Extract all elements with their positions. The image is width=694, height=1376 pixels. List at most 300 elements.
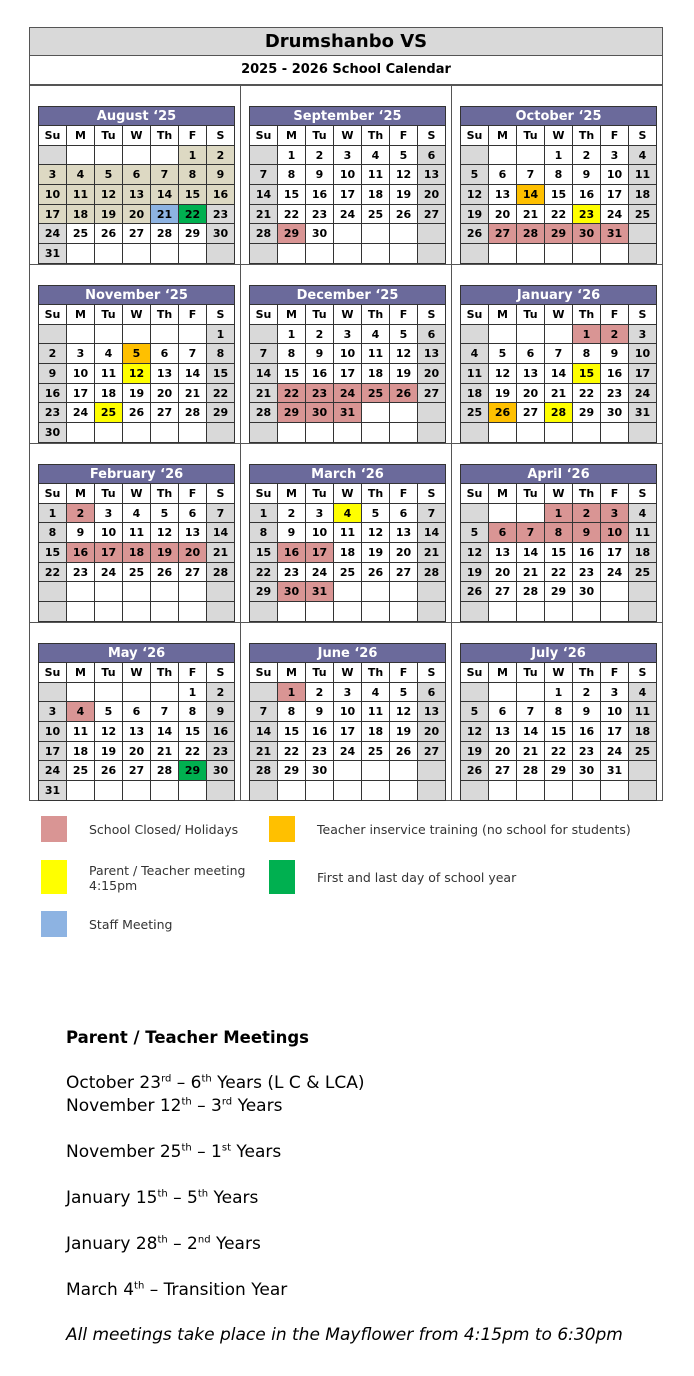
day-cell: 16: [278, 543, 306, 563]
empty-day-cell: [179, 602, 207, 622]
day-cell: 20: [179, 543, 207, 563]
day-cell: 15: [179, 185, 207, 205]
day-cell: 27: [418, 383, 446, 403]
empty-day-cell: [151, 781, 179, 801]
weekday-header: Tu: [95, 126, 123, 146]
weekday-header: F: [601, 663, 629, 683]
day-cell: 7: [250, 702, 278, 722]
day-cell: 16: [207, 185, 235, 205]
day-cell: 26: [95, 761, 123, 781]
empty-day-cell: [151, 145, 179, 165]
day-cell: 11: [123, 523, 151, 543]
day-cell: 29: [545, 761, 573, 781]
weekday-header: Tu: [95, 663, 123, 683]
day-cell: 23: [306, 383, 334, 403]
day-cell: 22: [207, 383, 235, 403]
day-cell: 20: [418, 722, 446, 742]
day-cell: 6: [517, 344, 545, 364]
day-cell: 22: [545, 562, 573, 582]
day-cell: 19: [95, 204, 123, 224]
weekday-header: W: [545, 484, 573, 504]
day-cell: 8: [545, 165, 573, 185]
empty-day-cell: [545, 602, 573, 622]
day-cell: 7: [151, 165, 179, 185]
empty-day-cell: [489, 503, 517, 523]
day-cell: 5: [390, 145, 418, 165]
day-cell: 29: [207, 403, 235, 423]
day-cell: 2: [573, 682, 601, 702]
day-cell: 4: [67, 165, 95, 185]
empty-day-cell: [39, 324, 67, 344]
day-cell: 7: [545, 344, 573, 364]
day-cell: 12: [461, 543, 489, 563]
weekday-header: S: [418, 305, 446, 325]
weekday-header: W: [334, 126, 362, 146]
day-cell: 16: [601, 364, 629, 384]
day-cell: 1: [278, 145, 306, 165]
day-cell: 19: [390, 722, 418, 742]
empty-day-cell: [67, 682, 95, 702]
weekday-header: S: [629, 663, 657, 683]
empty-day-cell: [629, 602, 657, 622]
empty-day-cell: [461, 682, 489, 702]
day-cell: 23: [306, 204, 334, 224]
legend-parent-teacher-label: [89, 863, 245, 893]
day-cell: 1: [179, 682, 207, 702]
empty-day-cell: [629, 781, 657, 801]
day-cell: 29: [573, 403, 601, 423]
day-cell: 3: [334, 682, 362, 702]
day-cell: 7: [179, 344, 207, 364]
empty-day-cell: [629, 761, 657, 781]
empty-day-cell: [418, 423, 446, 443]
empty-day-cell: [362, 781, 390, 801]
legend-holiday-label: School Closed/ Holidays: [89, 822, 239, 837]
day-cell: 12: [461, 722, 489, 742]
day-cell: 25: [629, 562, 657, 582]
day-cell: 31: [39, 781, 67, 801]
month-title: October ‘25: [460, 106, 657, 125]
month-title: January ‘26: [460, 285, 657, 304]
month-calendar: [38, 464, 235, 622]
empty-day-cell: [601, 781, 629, 801]
day-cell: 8: [278, 702, 306, 722]
day-cell: 18: [629, 722, 657, 742]
day-cell: 26: [461, 224, 489, 244]
empty-day-cell: [517, 781, 545, 801]
day-cell: 16: [306, 364, 334, 384]
day-cell: 3: [601, 145, 629, 165]
empty-day-cell: [95, 602, 123, 622]
day-cell: 24: [601, 562, 629, 582]
day-cell: 2: [278, 503, 306, 523]
day-cell: 4: [629, 145, 657, 165]
weekday-header: M: [489, 663, 517, 683]
empty-day-cell: [179, 423, 207, 443]
empty-day-cell: [629, 224, 657, 244]
parent-teacher-meetings: [66, 1028, 666, 1345]
first-last-swatch: [269, 860, 295, 894]
day-cell: 8: [179, 702, 207, 722]
meetings-note: All meetings take place in the Mayflower from 4:15pm to 6:30pm: [66, 1325, 623, 1345]
day-cell: 25: [629, 204, 657, 224]
day-cell: 30: [573, 224, 601, 244]
day-cell: 21: [517, 741, 545, 761]
day-cell: 9: [39, 364, 67, 384]
month-calendar: [249, 643, 446, 801]
day-cell: 27: [123, 224, 151, 244]
empty-day-cell: [95, 145, 123, 165]
day-cell: 14: [151, 722, 179, 742]
weekday-header: F: [390, 663, 418, 683]
weekday-header: Th: [151, 305, 179, 325]
empty-day-cell: [123, 423, 151, 443]
month-title: July ‘26: [460, 643, 657, 662]
empty-day-cell: [151, 602, 179, 622]
holiday-swatch: [41, 816, 67, 842]
day-cell: 7: [418, 503, 446, 523]
month-title: June ‘26: [249, 643, 446, 662]
day-cell: 3: [629, 324, 657, 344]
day-cell: 25: [123, 562, 151, 582]
day-cell: 10: [629, 344, 657, 364]
day-cell: 9: [207, 165, 235, 185]
empty-day-cell: [334, 224, 362, 244]
empty-day-cell: [123, 324, 151, 344]
weekday-header: S: [629, 484, 657, 504]
day-cell: 7: [517, 165, 545, 185]
day-cell: 18: [629, 543, 657, 563]
day-cell: 16: [573, 185, 601, 205]
empty-day-cell: [489, 682, 517, 702]
day-cell: 14: [250, 722, 278, 742]
day-cell: 9: [573, 523, 601, 543]
empty-day-cell: [95, 244, 123, 264]
day-cell: 13: [123, 185, 151, 205]
weekday-header: F: [179, 126, 207, 146]
weekday-header: W: [123, 305, 151, 325]
month-title: November ‘25: [38, 285, 235, 304]
day-cell: 15: [278, 722, 306, 742]
day-cell: 16: [39, 383, 67, 403]
day-cell: 12: [390, 344, 418, 364]
months-grid: [29, 85, 663, 801]
grid-divider: [30, 443, 662, 444]
day-cell: 13: [489, 185, 517, 205]
day-cell: 11: [67, 722, 95, 742]
day-cell: 6: [390, 503, 418, 523]
day-cell: 22: [179, 204, 207, 224]
day-cell: 11: [334, 523, 362, 543]
inservice-swatch: [269, 816, 295, 842]
day-cell: 23: [67, 562, 95, 582]
day-cell: 3: [67, 344, 95, 364]
day-cell: 27: [390, 562, 418, 582]
empty-day-cell: [207, 423, 235, 443]
day-cell: 1: [250, 503, 278, 523]
day-cell: 1: [39, 503, 67, 523]
day-cell: 13: [123, 722, 151, 742]
weekday-header: Th: [573, 126, 601, 146]
day-cell: 9: [306, 165, 334, 185]
calendar-header: [29, 27, 663, 85]
day-cell: 28: [179, 403, 207, 423]
month-title: December ‘25: [249, 285, 446, 304]
day-cell: 23: [601, 383, 629, 403]
page-title: Drumshanbo VS: [29, 27, 663, 56]
day-cell: 7: [250, 165, 278, 185]
empty-day-cell: [95, 423, 123, 443]
empty-day-cell: [390, 761, 418, 781]
day-cell: 17: [601, 185, 629, 205]
day-cell: 15: [179, 722, 207, 742]
empty-day-cell: [418, 224, 446, 244]
empty-day-cell: [207, 244, 235, 264]
day-cell: 18: [334, 543, 362, 563]
day-cell: 17: [601, 722, 629, 742]
day-cell: 18: [362, 722, 390, 742]
empty-day-cell: [39, 582, 67, 602]
day-cell: 4: [629, 503, 657, 523]
day-cell: 26: [123, 403, 151, 423]
empty-day-cell: [418, 403, 446, 423]
day-cell: 26: [461, 761, 489, 781]
empty-day-cell: [306, 781, 334, 801]
day-cell: 11: [95, 364, 123, 384]
day-cell: 20: [151, 383, 179, 403]
day-cell: 18: [362, 185, 390, 205]
empty-day-cell: [489, 324, 517, 344]
weekday-header: S: [418, 126, 446, 146]
day-cell: 2: [207, 145, 235, 165]
day-cell: 28: [418, 562, 446, 582]
empty-day-cell: [334, 761, 362, 781]
day-cell: 30: [573, 582, 601, 602]
day-cell: 30: [306, 403, 334, 423]
day-cell: 10: [39, 722, 67, 742]
day-cell: 26: [362, 562, 390, 582]
day-cell: 21: [517, 562, 545, 582]
empty-day-cell: [179, 324, 207, 344]
day-cell: 7: [250, 344, 278, 364]
day-cell: 17: [95, 543, 123, 563]
empty-day-cell: [278, 602, 306, 622]
day-cell: 23: [278, 562, 306, 582]
day-cell: 16: [573, 722, 601, 742]
day-cell: 14: [517, 543, 545, 563]
day-cell: 29: [179, 761, 207, 781]
day-cell: 4: [362, 145, 390, 165]
day-cell: 23: [207, 741, 235, 761]
weekday-header: Tu: [95, 305, 123, 325]
day-cell: 7: [151, 702, 179, 722]
day-cell: 19: [461, 562, 489, 582]
meeting-line: January 15th – 5th Years: [66, 1188, 259, 1208]
day-cell: 8: [39, 523, 67, 543]
meeting-line: October 23rd – 6th Years (L C & LCA): [66, 1073, 365, 1093]
empty-day-cell: [123, 145, 151, 165]
day-cell: 2: [67, 503, 95, 523]
day-cell: 5: [461, 165, 489, 185]
day-cell: 5: [123, 344, 151, 364]
day-cell: 18: [95, 383, 123, 403]
day-cell: 19: [489, 383, 517, 403]
day-cell: 25: [362, 383, 390, 403]
empty-day-cell: [39, 682, 67, 702]
day-cell: 17: [629, 364, 657, 384]
day-cell: 31: [629, 403, 657, 423]
day-cell: 4: [123, 503, 151, 523]
day-cell: 30: [306, 224, 334, 244]
empty-day-cell: [601, 244, 629, 264]
empty-day-cell: [601, 602, 629, 622]
day-cell: 17: [306, 543, 334, 563]
day-cell: 10: [334, 344, 362, 364]
day-cell: 27: [179, 562, 207, 582]
empty-day-cell: [517, 423, 545, 443]
meetings-heading: Parent / Teacher Meetings: [66, 1028, 309, 1047]
meeting-line: November 12th – 3rd Years: [66, 1096, 283, 1116]
day-cell: 8: [545, 702, 573, 722]
day-cell: 21: [517, 204, 545, 224]
weekday-header: Tu: [95, 484, 123, 504]
empty-day-cell: [95, 682, 123, 702]
empty-day-cell: [362, 761, 390, 781]
day-cell: 20: [390, 543, 418, 563]
day-cell: 22: [278, 741, 306, 761]
weekday-header: M: [489, 305, 517, 325]
month-title: March ‘26: [249, 464, 446, 483]
empty-day-cell: [517, 145, 545, 165]
day-cell: 20: [489, 204, 517, 224]
empty-day-cell: [39, 602, 67, 622]
day-cell: 5: [362, 503, 390, 523]
empty-day-cell: [362, 423, 390, 443]
day-cell: 11: [362, 344, 390, 364]
day-cell: 5: [461, 523, 489, 543]
empty-day-cell: [95, 324, 123, 344]
day-cell: 27: [151, 403, 179, 423]
empty-day-cell: [207, 602, 235, 622]
day-cell: 6: [418, 324, 446, 344]
day-cell: 2: [39, 344, 67, 364]
legend-holiday: [41, 816, 238, 842]
day-cell: 4: [461, 344, 489, 364]
day-cell: 13: [390, 523, 418, 543]
day-cell: 14: [151, 185, 179, 205]
weekday-header: Th: [151, 484, 179, 504]
day-cell: 8: [179, 165, 207, 185]
day-cell: 28: [517, 582, 545, 602]
day-cell: 28: [517, 224, 545, 244]
empty-day-cell: [390, 781, 418, 801]
weekday-header: F: [390, 126, 418, 146]
weekday-header: M: [278, 484, 306, 504]
day-cell: 9: [573, 165, 601, 185]
weekday-header: W: [545, 305, 573, 325]
month-title: April ‘26: [460, 464, 657, 483]
weekday-header: W: [334, 663, 362, 683]
day-cell: 2: [207, 682, 235, 702]
empty-day-cell: [629, 582, 657, 602]
day-cell: 9: [207, 702, 235, 722]
weekday-header: Su: [461, 663, 489, 683]
weekday-header: Su: [461, 126, 489, 146]
day-cell: 25: [67, 224, 95, 244]
weekday-header: M: [278, 126, 306, 146]
empty-day-cell: [629, 244, 657, 264]
day-cell: 9: [278, 523, 306, 543]
empty-day-cell: [334, 244, 362, 264]
day-cell: 5: [390, 682, 418, 702]
day-cell: 11: [362, 165, 390, 185]
day-cell: 15: [39, 543, 67, 563]
day-cell: 21: [179, 383, 207, 403]
empty-day-cell: [362, 582, 390, 602]
day-cell: 20: [123, 741, 151, 761]
day-cell: 30: [601, 403, 629, 423]
day-cell: 21: [250, 741, 278, 761]
month-title: May ‘26: [38, 643, 235, 662]
day-cell: 14: [207, 523, 235, 543]
day-cell: 21: [250, 383, 278, 403]
empty-day-cell: [545, 423, 573, 443]
day-cell: 18: [67, 204, 95, 224]
day-cell: 6: [123, 165, 151, 185]
day-cell: 31: [39, 244, 67, 264]
day-cell: 10: [39, 185, 67, 205]
empty-day-cell: [601, 423, 629, 443]
weekday-header: Th: [362, 484, 390, 504]
day-cell: 14: [545, 364, 573, 384]
legend-first-last: [269, 860, 516, 894]
day-cell: 29: [545, 582, 573, 602]
day-cell: 18: [67, 741, 95, 761]
empty-day-cell: [179, 582, 207, 602]
day-cell: 10: [601, 165, 629, 185]
empty-day-cell: [573, 244, 601, 264]
day-cell: 22: [179, 741, 207, 761]
day-cell: 6: [489, 702, 517, 722]
day-cell: 17: [601, 543, 629, 563]
day-cell: 3: [39, 702, 67, 722]
day-cell: 30: [573, 761, 601, 781]
weekday-header: M: [67, 126, 95, 146]
weekday-header: Su: [250, 305, 278, 325]
day-cell: 28: [517, 761, 545, 781]
month-title: September ‘25: [249, 106, 446, 125]
month-calendar: [460, 106, 657, 264]
day-cell: 15: [545, 185, 573, 205]
day-cell: 30: [306, 761, 334, 781]
weekday-header: F: [390, 484, 418, 504]
weekday-header: Su: [461, 484, 489, 504]
day-cell: 28: [151, 224, 179, 244]
day-cell: 28: [250, 224, 278, 244]
day-cell: 13: [418, 165, 446, 185]
day-cell: 5: [390, 324, 418, 344]
day-cell: 21: [207, 543, 235, 563]
empty-day-cell: [545, 244, 573, 264]
month-calendar: [249, 464, 446, 622]
weekday-header: F: [179, 484, 207, 504]
day-cell: 20: [489, 562, 517, 582]
day-cell: 26: [489, 403, 517, 423]
day-cell: 13: [151, 364, 179, 384]
day-cell: 23: [573, 562, 601, 582]
empty-day-cell: [179, 244, 207, 264]
day-cell: 30: [207, 761, 235, 781]
